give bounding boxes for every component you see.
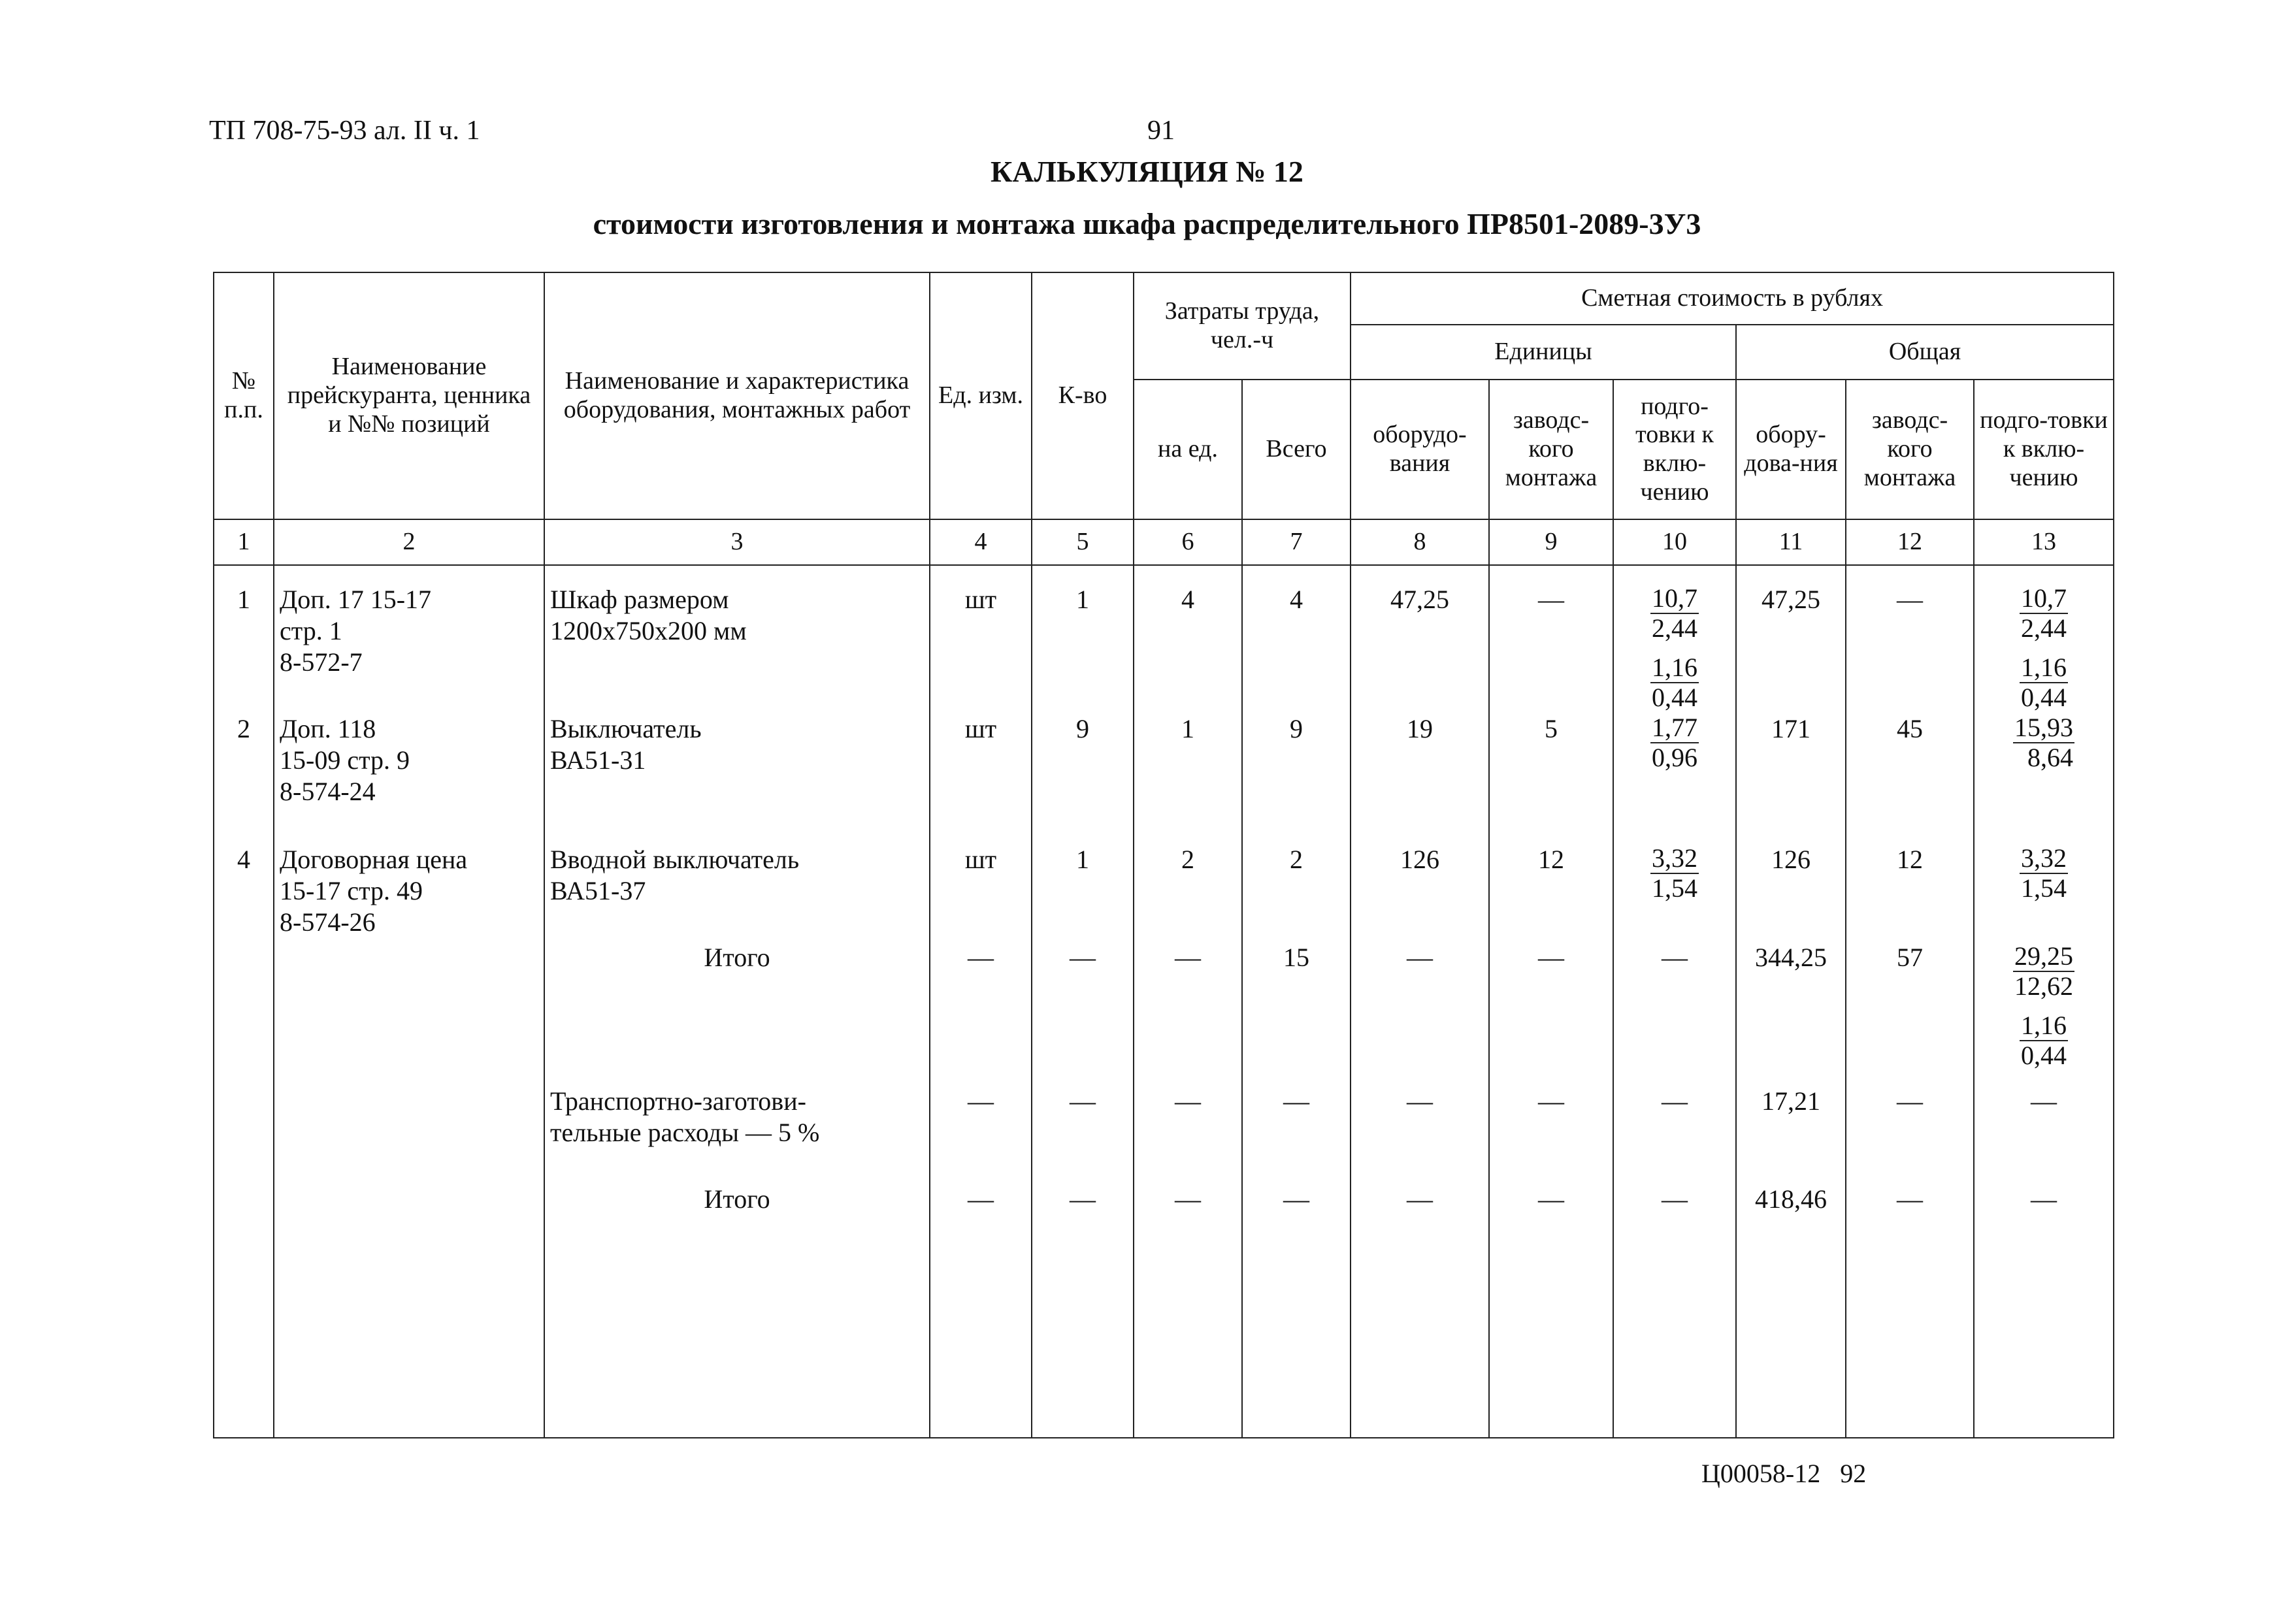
pricelist-line: 15-09 стр. 9 [280, 745, 410, 775]
subtotal-equip-unit: — [1351, 942, 1489, 1086]
fraction-numerator: 1,77 [1652, 713, 1697, 742]
row-equip-total: 171 [1736, 713, 1846, 844]
column-number: 9 [1489, 519, 1613, 565]
equipment-line: Выключатель [550, 714, 702, 743]
row-labor-total: 2 [1242, 844, 1351, 942]
total-factory-total: — [1846, 1184, 1974, 1438]
fraction [2020, 653, 2068, 712]
fraction [2020, 1011, 2068, 1070]
column-number: 13 [1974, 519, 2114, 565]
row-equip-unit: 47,25 [1351, 565, 1489, 713]
header-prep-unit: подго-товки к вклю-чению [1613, 380, 1736, 519]
fraction [2020, 584, 2068, 643]
total-factory-unit: — [1489, 1184, 1613, 1438]
pricelist-line: 8-572-7 [280, 647, 363, 677]
subtotal-factory-total: 57 [1846, 942, 1974, 1086]
column-number: 8 [1351, 519, 1489, 565]
header-cost: Сметная стоимость в рублях [1351, 272, 2114, 325]
transport-prep-unit: — [1613, 1086, 1736, 1184]
row-labor-total: 9 [1242, 713, 1351, 844]
row-equip-total: 47,25 [1736, 565, 1846, 713]
fraction [2013, 713, 2074, 772]
transport-equip-unit: — [1351, 1086, 1489, 1184]
fraction-denominator: 0,44 [1652, 683, 1697, 712]
page-number: 91 [1147, 116, 1175, 146]
equipment-line: ВА51-31 [550, 745, 646, 775]
pricelist-line: Доп. 17 15-17 [280, 585, 432, 614]
fraction [1650, 584, 1699, 643]
subtotal-labor-unit: — [1134, 942, 1242, 1086]
row-qty: 1 [1032, 844, 1134, 942]
transport-label-line: тельные расходы — 5 % [550, 1118, 820, 1147]
total-equip-total: 418,46 [1736, 1184, 1846, 1438]
row-unit: шт [930, 713, 1032, 844]
subtotal-prep-unit: — [1613, 942, 1736, 1086]
transport-factory-total: — [1846, 1086, 1974, 1184]
column-number: 1 [214, 519, 274, 565]
total-labor-total: — [1242, 1184, 1351, 1438]
header-cost-unit: Единицы [1351, 325, 1736, 380]
document-title: КАЛЬКУЛЯЦИЯ № 12 [991, 155, 1303, 188]
column-number: 5 [1032, 519, 1134, 565]
subtotal-factory-unit: — [1489, 942, 1613, 1086]
subtotal-prep-total [1974, 942, 2114, 1086]
equipment-line: Шкаф размером [550, 585, 729, 614]
total-qty: — [1032, 1184, 1134, 1438]
column-number: 3 [544, 519, 930, 565]
column-numbers-row [214, 519, 2114, 565]
pricelist-line: стр. 1 [280, 616, 342, 645]
row-qty: 1 [1032, 565, 1134, 713]
fraction-denominator: 12,62 [2014, 971, 2074, 1001]
row-factory-total: — [1846, 565, 1974, 713]
pricelist-line: Договорная цена [280, 845, 468, 874]
row-num: 1 [214, 565, 274, 713]
row-prep-total [1974, 713, 2114, 844]
column-number: 11 [1736, 519, 1846, 565]
row-prep-total [1974, 844, 2114, 942]
row-equip-unit: 126 [1351, 844, 1489, 942]
row-labor-unit: 2 [1134, 844, 1242, 942]
total-row [214, 1184, 2114, 1438]
row-num: 4 [214, 844, 274, 942]
fraction-numerator: 10,7 [1652, 583, 1697, 613]
subtotal-qty: — [1032, 942, 1134, 1086]
pricelist-line: 15-17 стр. 49 [280, 876, 423, 905]
row-labor-unit: 4 [1134, 565, 1242, 713]
fraction [2013, 942, 2074, 1001]
equipment-line: ВА51-37 [550, 876, 646, 905]
row-factory-unit: 12 [1489, 844, 1613, 942]
fraction-numerator: 15,93 [2014, 713, 2074, 742]
column-number: 2 [274, 519, 544, 565]
column-number: 10 [1613, 519, 1736, 565]
fraction-denominator: 1,54 [2021, 873, 2067, 903]
fraction-denominator: 0,44 [2021, 683, 2067, 712]
row-factory-total: 45 [1846, 713, 1974, 844]
row-equip-total: 126 [1736, 844, 1846, 942]
row-equipment [544, 844, 930, 942]
row-labor-unit: 1 [1134, 713, 1242, 844]
fraction-numerator: 1,16 [2021, 1011, 2067, 1040]
total-unit: — [930, 1184, 1032, 1438]
header-pricelist: Наименование прейскуранта, ценника и №№ позиций [274, 272, 544, 519]
equipment-line: 1200х750х200 мм [550, 616, 747, 645]
table-row [214, 844, 2114, 942]
row-pricelist [274, 565, 544, 713]
transport-equip-total: 17,21 [1736, 1086, 1846, 1184]
header-factory-total: заводс-кого монтажа [1846, 380, 1974, 519]
equipment-line: Вводной выключатель [550, 845, 800, 874]
header-labor: Затраты труда, чел.-ч [1134, 272, 1351, 380]
header-prep-total: подго-товки к вклю-чению [1974, 380, 2114, 519]
header-equipment: Наименование и характеристика оборудования, монтажных работ [544, 272, 930, 519]
header-unit: Ед. изм. [930, 272, 1032, 519]
fraction [1650, 713, 1699, 772]
transport-factory-unit: — [1489, 1086, 1613, 1184]
total-equip-unit: — [1351, 1184, 1489, 1438]
fraction [2020, 844, 2068, 903]
total-prep-unit: — [1613, 1184, 1736, 1438]
row-unit: шт [930, 844, 1032, 942]
subtotal-row [214, 942, 2114, 1086]
row-prep-unit [1613, 713, 1736, 844]
row-unit: шт [930, 565, 1032, 713]
subtotal-labor-total: 15 [1242, 942, 1351, 1086]
column-number: 12 [1846, 519, 1974, 565]
row-prep-total [1974, 565, 2114, 713]
table-row [214, 713, 2114, 844]
document-code: ТП 708-75-93 ал. II ч. 1 [209, 116, 480, 146]
subtotal-label: Итого [544, 942, 930, 1086]
column-number: 7 [1242, 519, 1351, 565]
row-pricelist [274, 844, 544, 942]
transport-prep-total: — [1974, 1086, 2114, 1184]
header-equip-total: обору-дова-ния [1736, 380, 1846, 519]
footer-code: Ц00058-12 92 [1701, 1459, 1867, 1488]
fraction-denominator: 2,44 [1652, 613, 1697, 643]
fraction-numerator: 1,16 [1652, 653, 1697, 682]
transport-labor-unit: — [1134, 1086, 1242, 1184]
transport-qty: — [1032, 1086, 1134, 1184]
fraction [1650, 844, 1699, 903]
transport-label [544, 1086, 930, 1184]
calculation-table [213, 272, 2114, 1438]
total-labor-unit: — [1134, 1184, 1242, 1438]
total-label: Итого [544, 1184, 930, 1438]
row-prep-unit [1613, 565, 1736, 713]
document-subtitle: стоимости изготовления и монтажа шкафа распределительного ПР8501-2089-3У3 [593, 207, 1701, 240]
row-labor-total: 4 [1242, 565, 1351, 713]
row-equip-unit: 19 [1351, 713, 1489, 844]
header-labor-total: Всего [1242, 380, 1351, 519]
subtotal-unit: — [930, 942, 1032, 1086]
fraction [1650, 653, 1699, 712]
transport-row [214, 1086, 2114, 1184]
row-prep-unit [1613, 844, 1736, 942]
column-number: 4 [930, 519, 1032, 565]
fraction-denominator: 0,96 [1652, 743, 1697, 772]
row-qty: 9 [1032, 713, 1134, 844]
pricelist-line: 8-574-24 [280, 777, 376, 806]
fraction-denominator: 2,44 [2021, 613, 2067, 643]
subtotal-equip-total: 344,25 [1736, 942, 1846, 1086]
row-pricelist [274, 713, 544, 844]
row-equipment [544, 565, 930, 713]
row-num: 2 [214, 713, 274, 844]
fraction-numerator: 10,7 [2021, 583, 2067, 613]
total-prep-total: — [1974, 1184, 2114, 1438]
header-labor-per-unit: на ед. [1134, 380, 1242, 519]
header-qty: К-во [1032, 272, 1134, 519]
fraction-numerator: 1,16 [2021, 653, 2067, 682]
row-factory-unit: 5 [1489, 713, 1613, 844]
fraction-numerator: 29,25 [2014, 941, 2074, 971]
header-cost-total: Общая [1736, 325, 2114, 380]
transport-label-line: Транспортно-заготови- [550, 1086, 806, 1116]
column-number: 6 [1134, 519, 1242, 565]
header-factory-unit: заводс-кого монтажа [1489, 380, 1613, 519]
row-factory-total: 12 [1846, 844, 1974, 942]
header-equip-unit: оборудо-вания [1351, 380, 1489, 519]
pricelist-line: 8-574-26 [280, 907, 376, 937]
fraction-numerator: 3,32 [2021, 843, 2067, 873]
row-equipment [544, 713, 930, 844]
fraction-denominator: 8,64 [2027, 743, 2074, 772]
fraction-denominator: 0,44 [2021, 1041, 2067, 1070]
fraction-numerator: 3,32 [1652, 843, 1697, 873]
fraction-denominator: 1,54 [1652, 873, 1697, 903]
pricelist-line: Доп. 118 [280, 714, 376, 743]
table-row [214, 565, 2114, 713]
transport-labor-total: — [1242, 1086, 1351, 1184]
transport-unit: — [930, 1086, 1032, 1184]
header-num: № п.п. [214, 272, 274, 519]
row-factory-unit: — [1489, 565, 1613, 713]
